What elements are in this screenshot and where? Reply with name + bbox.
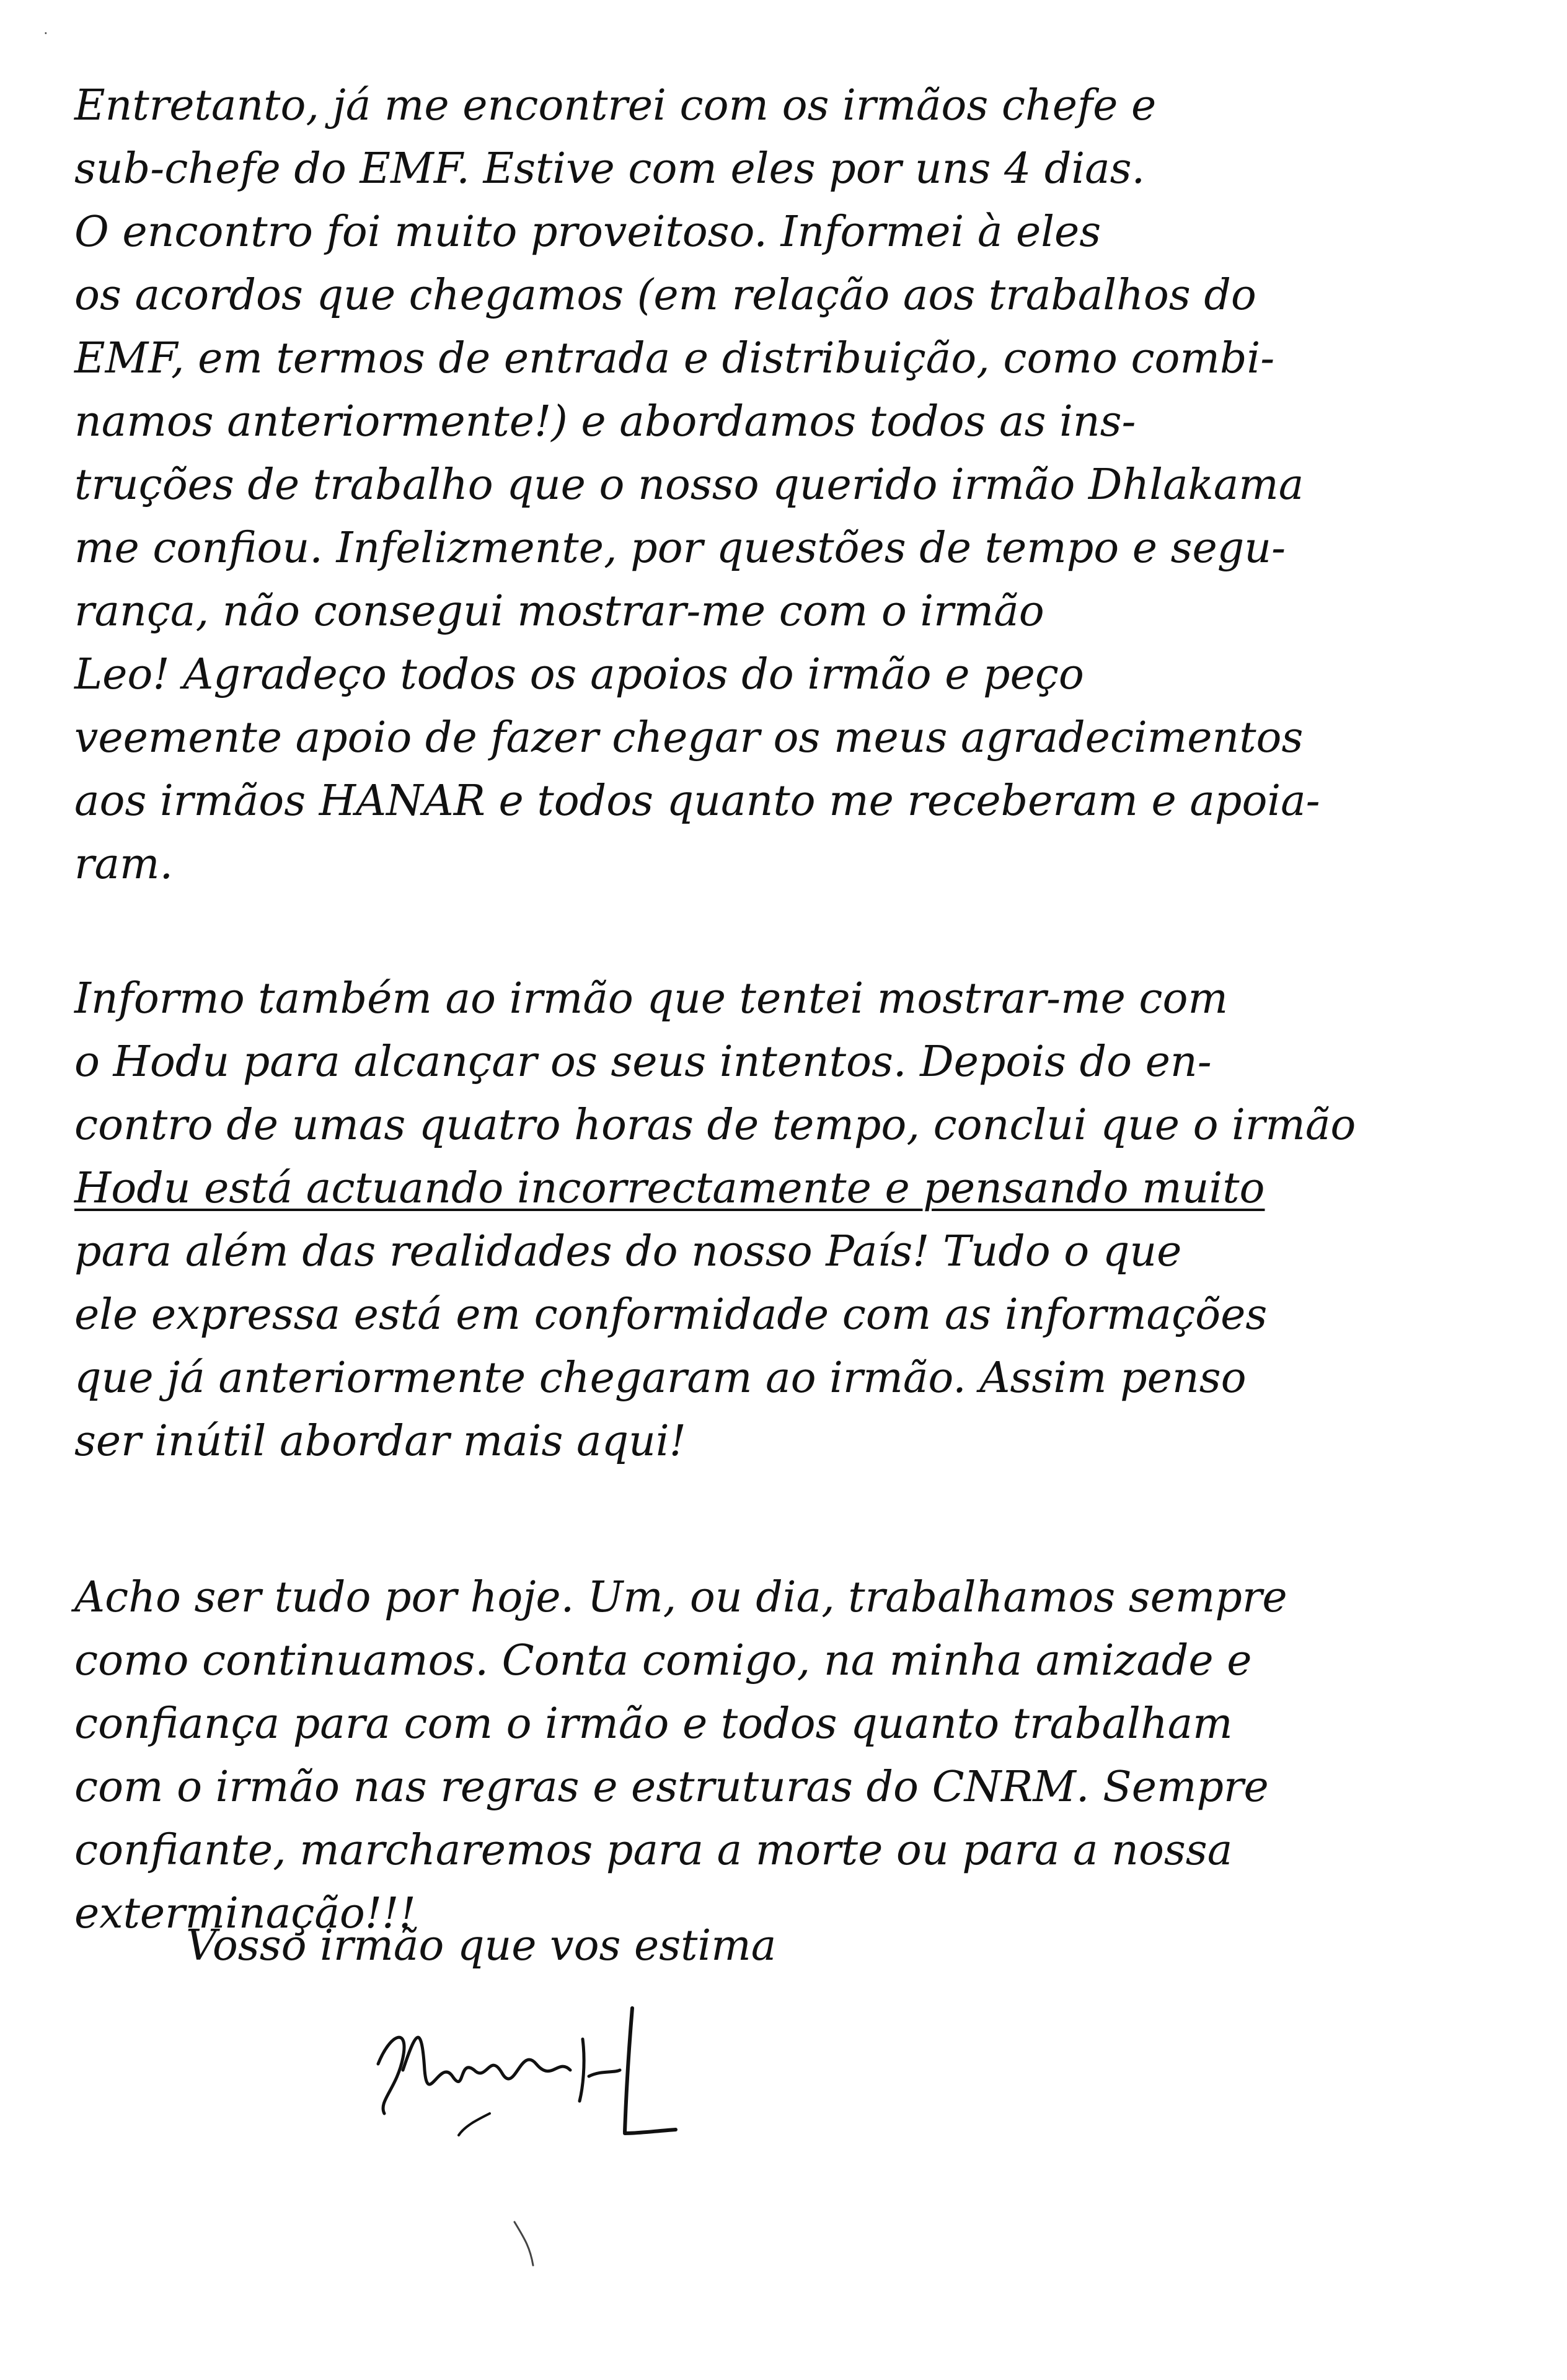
handwritten-signature [366, 1996, 750, 2144]
letter-line-underlined: Hodu está actuando incorrectamente e pensando muito [74, 1164, 1265, 1213]
letter-line: Acho ser tudo por hoje. Um, ou dia, trabalhamos sempre [74, 1573, 1287, 1622]
closing-line: Vosso irmão que vos estima [186, 1921, 777, 1970]
letter-line: para além das realidades do nosso País! Tudo o que [74, 1227, 1182, 1276]
letter-line: Leo! Agradeço todos os apoios do irmão e peço [74, 650, 1084, 699]
letter-line: confiança para com o irmão e todos quanto trabalham [74, 1699, 1233, 1748]
letter-line: ram. [74, 840, 174, 889]
letter-line: me confiou. Infelizmente, por questões de tempo e segu- [74, 524, 1286, 573]
letter-line: EMF, em termos de entrada e distribuição, como combi- [74, 334, 1275, 383]
letter-line: ser inútil abordar mais aqui! [74, 1417, 686, 1466]
letter-body [74, 74, 1500, 2017]
letter-line: O encontro foi muito proveitoso. Informei à eles [74, 208, 1101, 257]
letter-line: exterminação!!! [74, 1889, 416, 1938]
letter-line: namos anteriormente!) e abordamos todos as ins- [74, 397, 1136, 446]
paragraph-1 [74, 74, 1500, 896]
letter-line: Informo também ao irmão que tentei mostrar-me com [74, 974, 1228, 1023]
letter-line: sub-chefe do EMF. Estive com eles por uns 4 dias. [74, 144, 1145, 193]
scan-speck-mark: · [43, 25, 48, 42]
letter-line: veemente apoio de fazer chegar os meus agradecimentos [74, 713, 1304, 762]
letter-line: os acordos que chegamos (em relação aos trabalhos do [74, 271, 1256, 320]
paragraph-2 [74, 967, 1500, 1473]
letter-line: ele expressa está em conformidade com as informações [74, 1290, 1268, 1339]
letter-line: o Hodu para alcançar os seus intentos. Depois do en- [74, 1038, 1212, 1086]
letter-line: truções de trabalho que o nosso querido irmão Dhlakama [74, 461, 1304, 509]
letter-line: rança, não consegui mostrar-me com o irmão [74, 587, 1044, 636]
stray-pen-mark [508, 2219, 545, 2268]
letter-line: que já anteriormente chegaram ao irmão. Assim penso [74, 1354, 1247, 1403]
letter-line: aos irmãos HANAR e todos quanto me receberam e apoia- [74, 777, 1320, 826]
letter-line: como continuamos. Conta comigo, na minha amizade e [74, 1636, 1252, 1685]
letter-line: contro de umas quatro horas de tempo, conclui que o irmão [74, 1101, 1356, 1150]
letter-line: com o irmão nas regras e estruturas do CNRM. Sempre [74, 1763, 1269, 1812]
paragraph-3 [74, 1566, 1500, 1946]
letter-line: Entretanto, já me encontrei com os irmãos chefe e [74, 81, 1157, 130]
letter-line: confiante, marcharemos para a morte ou para a nossa [74, 1826, 1233, 1875]
